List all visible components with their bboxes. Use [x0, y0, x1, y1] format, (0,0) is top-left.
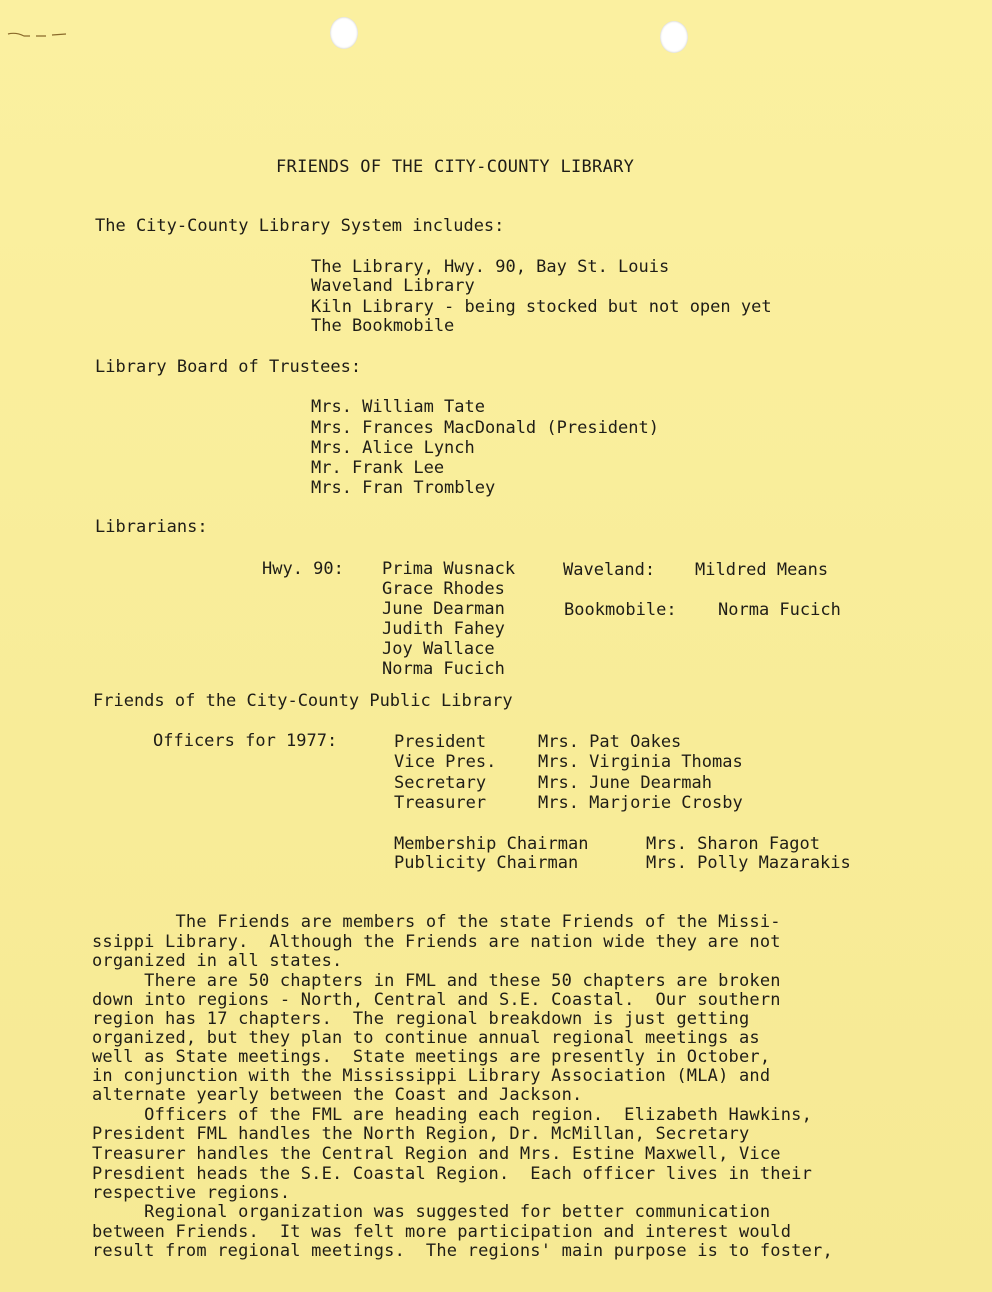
pencil-mark-icon: [6, 30, 74, 40]
body-line: region has 17 chapters. The regional breakdown is just getting: [92, 1009, 750, 1029]
librarian-name: Grace Rhodes: [382, 579, 505, 599]
system-item: Waveland Library: [311, 276, 475, 296]
librarian-name: Norma Fucich: [382, 659, 505, 679]
officer-name: Mrs. Pat Oakes: [538, 732, 682, 752]
body-line: Treasurer handles the Central Region and Mrs. Estine Maxwell, Vice: [92, 1144, 781, 1164]
officer-role: Secretary: [394, 773, 487, 793]
librarian-name: June Dearman: [382, 599, 505, 619]
body-line: between Friends. It was felt more participation and interest would: [92, 1222, 792, 1242]
punch-hole-left: [330, 17, 358, 49]
friends-heading: Friends of the City-County Public Library: [93, 691, 513, 711]
librarian-name: Prima Wusnack: [382, 559, 516, 579]
board-member: Mr. Frank Lee: [311, 458, 445, 478]
waveland-label: Waveland:: [563, 560, 656, 580]
bookmobile-label: Bookmobile:: [564, 600, 677, 620]
body-line: ssippi Library. Although the Friends are nation wide they are not: [92, 931, 781, 952]
chairman-name: Mrs. Sharon Fagot: [646, 834, 820, 854]
body-line: respective regions.: [92, 1183, 291, 1203]
body-line: Presdient heads the S.E. Coastal Region. Each officer lives in their: [92, 1164, 813, 1184]
chairman-role: Publicity Chairman: [394, 853, 579, 873]
waveland-librarian: Mildred Means: [695, 560, 829, 580]
system-heading: The City-County Library System includes:: [95, 216, 505, 236]
librarian-name: Judith Fahey: [382, 619, 505, 639]
punch-hole-right: [660, 21, 688, 53]
system-item: Kiln Library - being stocked but not open yet: [311, 297, 772, 317]
officer-role: Vice Pres.: [394, 752, 497, 772]
officer-role: President: [394, 732, 487, 752]
body-line: organized, but they plan to continue annual regional meetings as: [92, 1028, 760, 1048]
board-heading: Library Board of Trustees:: [95, 357, 362, 377]
officer-name: Mrs. Marjorie Crosby: [538, 793, 743, 813]
body-line: alternate yearly between the Coast and Jackson.: [92, 1085, 583, 1105]
body-line: organized in all states.: [92, 951, 343, 971]
officer-role: Treasurer: [394, 793, 487, 813]
officers-label: Officers for 1977:: [153, 731, 338, 751]
body-line: well as State meetings. State meetings are presently in October,: [92, 1047, 771, 1067]
librarians-heading: Librarians:: [95, 517, 208, 537]
body-line: The Friends are members of the state Friends of the Missi-: [92, 912, 781, 932]
board-member: Mrs. Fran Trombley: [311, 478, 496, 498]
hwy90-label: Hwy. 90:: [262, 559, 344, 579]
board-member: Mrs. Frances MacDonald (President): [311, 418, 659, 438]
body-line: down into regions - North, Central and S.E. Coastal. Our southern: [92, 990, 781, 1010]
body-line: result from regional meetings. The regions' main purpose is to foster,: [92, 1241, 833, 1261]
bookmobile-librarian: Norma Fucich: [718, 600, 841, 620]
body-line: Officers of the FML are heading each region. Elizabeth Hawkins,: [92, 1105, 813, 1125]
body-line: President FML handles the North Region, Dr. McMillan, Secretary: [92, 1124, 750, 1144]
body-line: There are 50 chapters in FML and these 50 chapters are broken: [92, 971, 781, 991]
officer-name: Mrs. Virginia Thomas: [538, 752, 743, 772]
board-member: Mrs. Alice Lynch: [311, 438, 475, 458]
chairman-role: Membership Chairman: [394, 834, 589, 854]
chairman-name: Mrs. Polly Mazarakis: [646, 853, 851, 873]
officer-name: Mrs. June Dearmah: [538, 773, 712, 793]
body-line: in conjunction with the Mississippi Library Association (MLA) and: [92, 1066, 771, 1086]
body-line: Regional organization was suggested for better communication: [92, 1202, 771, 1222]
system-item: The Bookmobile: [311, 316, 455, 336]
board-member: Mrs. William Tate: [311, 397, 485, 417]
system-item: The Library, Hwy. 90, Bay St. Louis: [311, 257, 670, 277]
page-title: FRIENDS OF THE CITY-COUNTY LIBRARY: [276, 157, 635, 177]
librarian-name: Joy Wallace: [382, 639, 495, 659]
